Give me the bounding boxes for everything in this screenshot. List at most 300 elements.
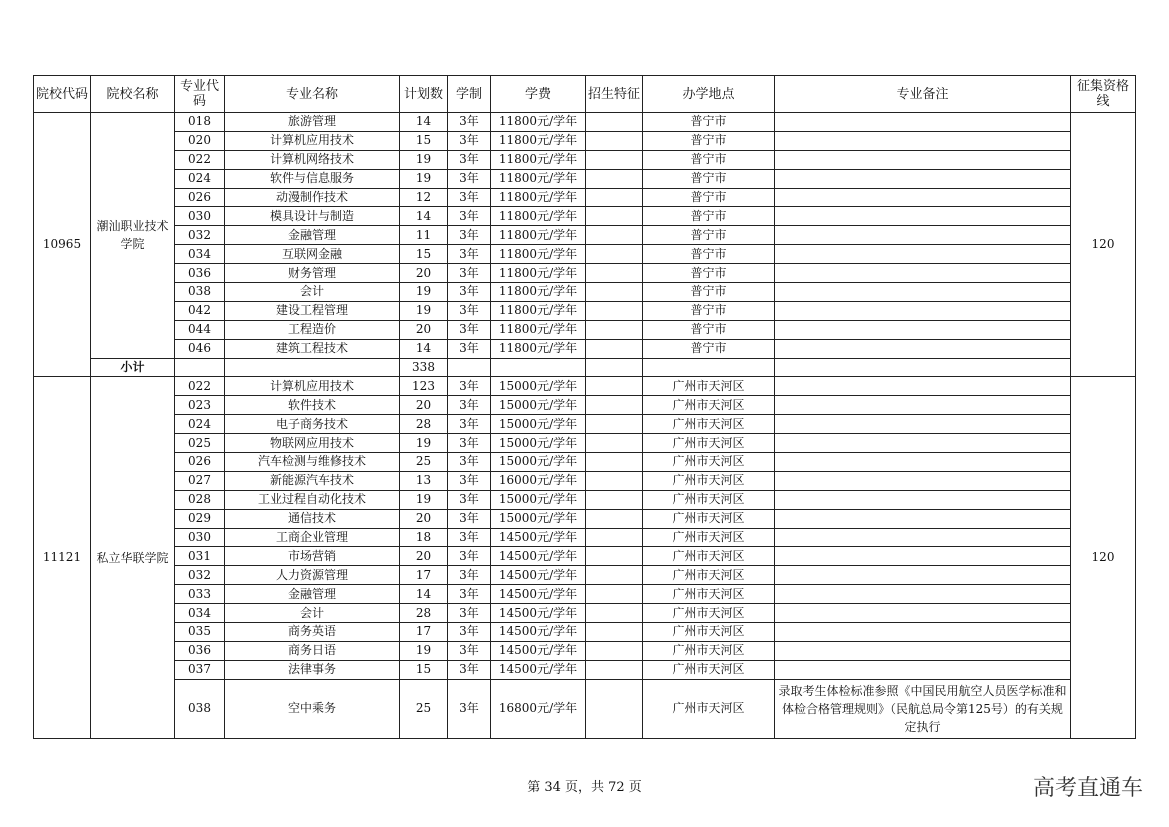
header-school-code: 院校代码 (34, 76, 91, 113)
table-row (34, 150, 1136, 169)
tuition: 11800元/学年 (491, 113, 586, 132)
tuition: 11800元/学年 (491, 283, 586, 302)
subtotal-empty-cell (586, 358, 643, 377)
feature (586, 396, 643, 415)
tuition: 11800元/学年 (491, 188, 586, 207)
location: 普宁市 (643, 131, 775, 150)
header-feature: 招生特征 (586, 76, 643, 113)
threshold: 120 (1071, 113, 1136, 377)
major-name: 金融管理 (225, 226, 400, 245)
major-name: 汽车检测与维修技术 (225, 453, 400, 472)
feature (586, 226, 643, 245)
tuition: 15000元/学年 (491, 434, 586, 453)
tuition: 14500元/学年 (491, 547, 586, 566)
table-row (34, 131, 1136, 150)
location: 广州市天河区 (643, 547, 775, 566)
location: 普宁市 (643, 264, 775, 283)
subtotal-empty-cell (175, 358, 225, 377)
note (775, 528, 1071, 547)
plan-count: 15 (400, 131, 448, 150)
years: 3年 (448, 264, 491, 283)
years: 3年 (448, 453, 491, 472)
tuition: 11800元/学年 (491, 207, 586, 226)
note (775, 169, 1071, 188)
years: 3年 (448, 113, 491, 132)
table-row (34, 377, 1136, 396)
feature (586, 207, 643, 226)
tuition: 11800元/学年 (491, 131, 586, 150)
major-code: 026 (175, 453, 225, 472)
plan-count: 19 (400, 301, 448, 320)
major-code: 027 (175, 471, 225, 490)
plan-count: 11 (400, 226, 448, 245)
feature (586, 113, 643, 132)
tuition: 15000元/学年 (491, 453, 586, 472)
note (775, 131, 1071, 150)
school-code: 11121 (34, 377, 91, 738)
note (775, 547, 1071, 566)
table-row (34, 453, 1136, 472)
note (775, 490, 1071, 509)
feature (586, 528, 643, 547)
years: 3年 (448, 207, 491, 226)
major-code: 032 (175, 566, 225, 585)
location: 广州市天河区 (643, 585, 775, 604)
plan-count: 19 (400, 169, 448, 188)
feature (586, 490, 643, 509)
header-major-code: 专业代码 (175, 76, 225, 113)
table-row (34, 264, 1136, 283)
table-row (34, 320, 1136, 339)
years: 3年 (448, 566, 491, 585)
major-name: 人力资源管理 (225, 566, 400, 585)
plan-count: 14 (400, 585, 448, 604)
plan-count: 13 (400, 471, 448, 490)
note (775, 188, 1071, 207)
note (775, 320, 1071, 339)
tuition: 14500元/学年 (491, 660, 586, 679)
plan-count: 25 (400, 453, 448, 472)
major-code: 026 (175, 188, 225, 207)
location: 广州市天河区 (643, 490, 775, 509)
years: 3年 (448, 660, 491, 679)
table-row (34, 585, 1136, 604)
feature (586, 283, 643, 302)
note (775, 113, 1071, 132)
feature (586, 264, 643, 283)
years: 3年 (448, 377, 491, 396)
major-name: 空中乘务 (225, 679, 400, 738)
years: 3年 (448, 415, 491, 434)
major-name: 会计 (225, 604, 400, 623)
major-name: 工业过程自动化技术 (225, 490, 400, 509)
plan-count: 14 (400, 339, 448, 358)
tuition: 11800元/学年 (491, 264, 586, 283)
plan-count: 17 (400, 566, 448, 585)
table-body (34, 113, 1136, 739)
feature (586, 471, 643, 490)
major-name: 旅游管理 (225, 113, 400, 132)
note (775, 660, 1071, 679)
major-name: 新能源汽车技术 (225, 471, 400, 490)
location: 广州市天河区 (643, 604, 775, 623)
tuition: 15000元/学年 (491, 377, 586, 396)
location: 广州市天河区 (643, 509, 775, 528)
location: 普宁市 (643, 169, 775, 188)
years: 3年 (448, 434, 491, 453)
plan-count: 28 (400, 604, 448, 623)
school-code: 10965 (34, 113, 91, 377)
major-name: 市场营销 (225, 547, 400, 566)
major-code: 022 (175, 377, 225, 396)
tuition: 14500元/学年 (491, 585, 586, 604)
plan-count: 18 (400, 528, 448, 547)
major-code: 022 (175, 150, 225, 169)
header-plan: 计划数 (400, 76, 448, 113)
note (775, 604, 1071, 623)
tuition: 15000元/学年 (491, 509, 586, 528)
feature (586, 434, 643, 453)
note (775, 377, 1071, 396)
years: 3年 (448, 528, 491, 547)
location: 普宁市 (643, 320, 775, 339)
plan-count: 19 (400, 490, 448, 509)
note (775, 283, 1071, 302)
tuition: 16800元/学年 (491, 679, 586, 738)
major-name: 计算机应用技术 (225, 131, 400, 150)
years: 3年 (448, 150, 491, 169)
major-name: 建设工程管理 (225, 301, 400, 320)
table-row (34, 283, 1136, 302)
major-code: 042 (175, 301, 225, 320)
header-threshold: 征集资格线 (1071, 76, 1136, 113)
tuition: 15000元/学年 (491, 490, 586, 509)
location: 普宁市 (643, 207, 775, 226)
major-code: 023 (175, 396, 225, 415)
plan-count: 17 (400, 623, 448, 642)
tuition: 15000元/学年 (491, 415, 586, 434)
subtotal-empty-cell (491, 358, 586, 377)
location: 广州市天河区 (643, 679, 775, 738)
table-row (34, 623, 1136, 642)
major-name: 金融管理 (225, 585, 400, 604)
feature (586, 320, 643, 339)
years: 3年 (448, 131, 491, 150)
school-name: 潮汕职业技术学院 (91, 113, 175, 359)
feature (586, 245, 643, 264)
subtotal-label: 小计 (91, 358, 175, 377)
years: 3年 (448, 396, 491, 415)
major-code: 031 (175, 547, 225, 566)
major-code: 036 (175, 264, 225, 283)
location: 普宁市 (643, 113, 775, 132)
major-code: 025 (175, 434, 225, 453)
table-row (34, 660, 1136, 679)
plan-count: 20 (400, 509, 448, 528)
feature (586, 339, 643, 358)
major-code: 020 (175, 131, 225, 150)
note (775, 396, 1071, 415)
watermark: 高考直通车 (1032, 776, 1143, 801)
school-name: 私立华联学院 (91, 377, 175, 738)
note (775, 623, 1071, 642)
table-row (34, 188, 1136, 207)
major-code: 038 (175, 283, 225, 302)
years: 3年 (448, 585, 491, 604)
plan-count: 19 (400, 150, 448, 169)
table-row (34, 396, 1136, 415)
major-code: 032 (175, 226, 225, 245)
feature (586, 679, 643, 738)
page-footer: 第 34 页，共 72 页 (527, 780, 642, 795)
table-row (34, 226, 1136, 245)
major-name: 财务管理 (225, 264, 400, 283)
location: 广州市天河区 (643, 396, 775, 415)
location: 广州市天河区 (643, 623, 775, 642)
threshold: 120 (1071, 377, 1136, 738)
plan-count: 20 (400, 547, 448, 566)
header-major-name: 专业名称 (225, 76, 400, 113)
location: 广州市天河区 (643, 453, 775, 472)
plan-count: 123 (400, 377, 448, 396)
location: 普宁市 (643, 226, 775, 245)
major-name: 软件与信息服务 (225, 169, 400, 188)
subtotal-empty-cell (225, 358, 400, 377)
tuition: 14500元/学年 (491, 566, 586, 585)
table-row (34, 471, 1136, 490)
location: 广州市天河区 (643, 641, 775, 660)
header-fee: 学费 (491, 76, 586, 113)
major-name: 商务英语 (225, 623, 400, 642)
table-row (34, 490, 1136, 509)
location: 普宁市 (643, 339, 775, 358)
feature (586, 301, 643, 320)
feature (586, 623, 643, 642)
years: 3年 (448, 301, 491, 320)
header-location: 办学地点 (643, 76, 775, 113)
table-row (34, 245, 1136, 264)
table-row (34, 339, 1136, 358)
table-row (34, 566, 1136, 585)
years: 3年 (448, 623, 491, 642)
feature (586, 660, 643, 679)
header-row (34, 76, 1136, 113)
table-row (34, 604, 1136, 623)
major-code: 037 (175, 660, 225, 679)
table-row (34, 641, 1136, 660)
major-code: 029 (175, 509, 225, 528)
tuition: 14500元/学年 (491, 623, 586, 642)
note (775, 566, 1071, 585)
location: 广州市天河区 (643, 660, 775, 679)
feature (586, 566, 643, 585)
note (775, 301, 1071, 320)
major-name: 工商企业管理 (225, 528, 400, 547)
subtotal-value: 338 (400, 358, 448, 377)
major-code: 036 (175, 641, 225, 660)
major-name: 法律事务 (225, 660, 400, 679)
major-name: 通信技术 (225, 509, 400, 528)
header-school-name: 院校名称 (91, 76, 175, 113)
plan-count: 12 (400, 188, 448, 207)
location: 广州市天河区 (643, 434, 775, 453)
feature (586, 131, 643, 150)
years: 3年 (448, 471, 491, 490)
plan-count: 20 (400, 320, 448, 339)
tuition: 11800元/学年 (491, 150, 586, 169)
plan-count: 19 (400, 283, 448, 302)
feature (586, 169, 643, 188)
years: 3年 (448, 490, 491, 509)
location: 普宁市 (643, 188, 775, 207)
location: 广州市天河区 (643, 566, 775, 585)
location: 普宁市 (643, 301, 775, 320)
location: 广州市天河区 (643, 415, 775, 434)
years: 3年 (448, 679, 491, 738)
major-name: 商务日语 (225, 641, 400, 660)
note (775, 585, 1071, 604)
header-note: 专业备注 (775, 76, 1071, 113)
note (775, 150, 1071, 169)
major-code: 030 (175, 207, 225, 226)
subtotal-empty-cell (643, 358, 775, 377)
major-name: 电子商务技术 (225, 415, 400, 434)
major-name: 软件技术 (225, 396, 400, 415)
feature (586, 585, 643, 604)
years: 3年 (448, 283, 491, 302)
tuition: 11800元/学年 (491, 301, 586, 320)
major-name: 物联网应用技术 (225, 434, 400, 453)
years: 3年 (448, 169, 491, 188)
plan-count: 15 (400, 245, 448, 264)
feature (586, 453, 643, 472)
years: 3年 (448, 320, 491, 339)
note (775, 415, 1071, 434)
feature (586, 150, 643, 169)
subtotal-empty-cell (448, 358, 491, 377)
note (775, 339, 1071, 358)
tuition: 14500元/学年 (491, 604, 586, 623)
table-row (34, 169, 1136, 188)
note (775, 434, 1071, 453)
major-code: 038 (175, 679, 225, 738)
table-row (34, 509, 1136, 528)
note: 录取考生体检标准参照《中国民用航空人员医学标准和体检合格管理规则》（民航总局令第125号）的有关规定执行 (775, 679, 1071, 738)
note (775, 245, 1071, 264)
table-row (34, 547, 1136, 566)
note (775, 641, 1071, 660)
note (775, 509, 1071, 528)
years: 3年 (448, 641, 491, 660)
major-name: 互联网金融 (225, 245, 400, 264)
location: 广州市天河区 (643, 471, 775, 490)
location: 普宁市 (643, 283, 775, 302)
years: 3年 (448, 509, 491, 528)
table-row (34, 528, 1136, 547)
feature (586, 188, 643, 207)
tuition: 14500元/学年 (491, 528, 586, 547)
major-code: 034 (175, 245, 225, 264)
major-name: 模具设计与制造 (225, 207, 400, 226)
major-code: 035 (175, 623, 225, 642)
location: 广州市天河区 (643, 377, 775, 396)
plan-count: 14 (400, 113, 448, 132)
major-code: 018 (175, 113, 225, 132)
feature (586, 509, 643, 528)
table-row (34, 415, 1136, 434)
note (775, 453, 1071, 472)
major-code: 034 (175, 604, 225, 623)
plan-count: 28 (400, 415, 448, 434)
tuition: 15000元/学年 (491, 396, 586, 415)
table-row (34, 301, 1136, 320)
plan-count: 15 (400, 660, 448, 679)
major-code: 030 (175, 528, 225, 547)
major-code: 024 (175, 415, 225, 434)
note (775, 207, 1071, 226)
feature (586, 377, 643, 396)
header-years: 学制 (448, 76, 491, 113)
feature (586, 604, 643, 623)
tuition: 14500元/学年 (491, 641, 586, 660)
table-row (34, 113, 1136, 132)
major-code: 024 (175, 169, 225, 188)
years: 3年 (448, 245, 491, 264)
major-code: 044 (175, 320, 225, 339)
location: 普宁市 (643, 245, 775, 264)
subtotal-row (34, 358, 1136, 377)
major-code: 046 (175, 339, 225, 358)
location: 广州市天河区 (643, 528, 775, 547)
major-name: 工程造价 (225, 320, 400, 339)
feature (586, 547, 643, 566)
years: 3年 (448, 188, 491, 207)
table-row (34, 679, 1136, 738)
note (775, 264, 1071, 283)
table-row (34, 207, 1136, 226)
note (775, 471, 1071, 490)
tuition: 11800元/学年 (491, 339, 586, 358)
table-row (34, 434, 1136, 453)
plan-count: 20 (400, 264, 448, 283)
plan-count: 19 (400, 434, 448, 453)
note (775, 226, 1071, 245)
major-name: 动漫制作技术 (225, 188, 400, 207)
feature (586, 415, 643, 434)
admission-table (33, 75, 1136, 739)
years: 3年 (448, 226, 491, 245)
subtotal-empty-cell (775, 358, 1071, 377)
tuition: 11800元/学年 (491, 245, 586, 264)
major-name: 计算机网络技术 (225, 150, 400, 169)
plan-count: 19 (400, 641, 448, 660)
tuition: 11800元/学年 (491, 169, 586, 188)
plan-count: 25 (400, 679, 448, 738)
location: 普宁市 (643, 150, 775, 169)
plan-count: 14 (400, 207, 448, 226)
tuition: 11800元/学年 (491, 226, 586, 245)
major-name: 会计 (225, 283, 400, 302)
major-code: 028 (175, 490, 225, 509)
tuition: 11800元/学年 (491, 320, 586, 339)
years: 3年 (448, 604, 491, 623)
plan-count: 20 (400, 396, 448, 415)
major-name: 计算机应用技术 (225, 377, 400, 396)
feature (586, 641, 643, 660)
major-code: 033 (175, 585, 225, 604)
major-name: 建筑工程技术 (225, 339, 400, 358)
tuition: 16000元/学年 (491, 471, 586, 490)
